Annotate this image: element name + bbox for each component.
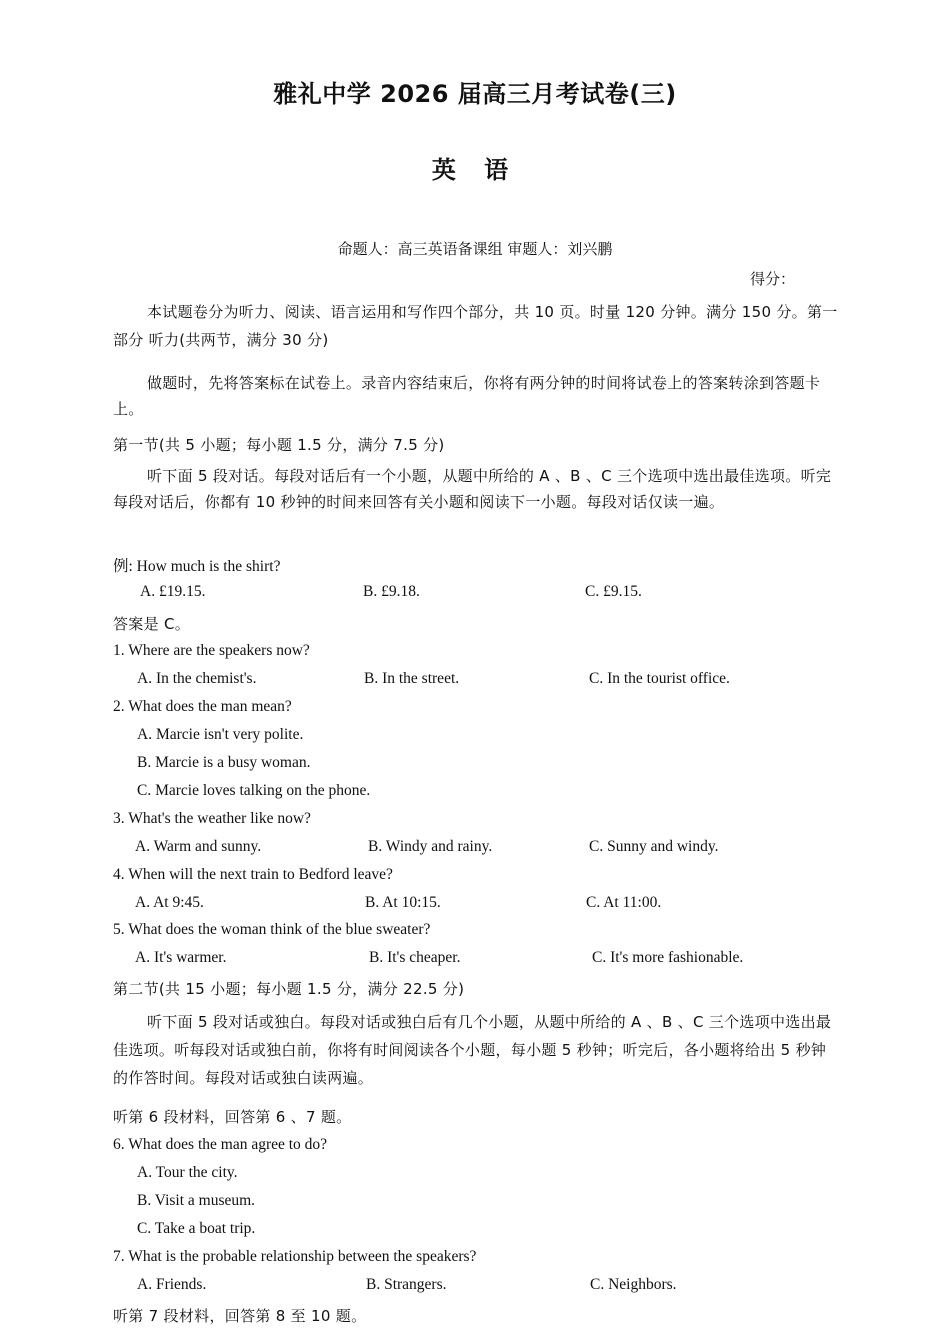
q7-option-a: A. Friends. bbox=[137, 1276, 207, 1293]
question-3: 3. What's the weather like now? bbox=[113, 810, 311, 827]
q7-option-b: B. Strangers. bbox=[366, 1276, 447, 1293]
q7-option-c: C. Neighbors. bbox=[590, 1276, 677, 1293]
q5-option-c: C. It's more fashionable. bbox=[592, 949, 744, 966]
section2-heading: 第二节(共 15 小题；每小题 1.5 分，满分 22.5 分) bbox=[113, 980, 465, 998]
material-7-note: 听第 7 段材料，回答第 8 至 10 题。 bbox=[113, 1307, 367, 1325]
subject-title: 英 语 bbox=[431, 156, 519, 184]
question-2: 2. What does the man mean? bbox=[113, 698, 292, 715]
q1-option-a: A. In the chemist's. bbox=[137, 670, 257, 687]
q6-option-a: A. Tour the city. bbox=[137, 1164, 238, 1181]
example-answer: 答案是 C。 bbox=[113, 615, 191, 633]
q3-option-c: C. Sunny and windy. bbox=[589, 838, 719, 855]
score-label: 得分： bbox=[750, 270, 796, 288]
q2-option-a: A. Marcie isn't very polite. bbox=[137, 726, 304, 743]
intro-paragraph-1: 本试题卷分为听力、阅读、语言运用和写作四个部分，共 10 页。时量 120 分钟。满分 150 分。第一部分 听力(共两节，满分 30 分) bbox=[113, 303, 838, 349]
q1-option-b: B. In the street. bbox=[364, 670, 460, 687]
q1-option-c: C. In the tourist office. bbox=[589, 670, 730, 687]
example-option-a: A. £19.15. bbox=[140, 583, 206, 600]
example-option-c: C. £9.15. bbox=[585, 583, 642, 600]
material-6-note: 听第 6 段材料，回答第 6 、7 题。 bbox=[113, 1108, 352, 1126]
q4-option-c: C. At 11:00. bbox=[586, 894, 662, 911]
q6-option-b: B. Visit a museum. bbox=[137, 1192, 256, 1209]
q6-option-c: C. Take a boat trip. bbox=[137, 1220, 256, 1237]
q4-option-a: A. At 9:45. bbox=[135, 894, 204, 911]
q3-option-a: A. Warm and sunny. bbox=[135, 838, 262, 855]
question-1: 1. Where are the speakers now? bbox=[113, 642, 310, 659]
section2-instructions: 听下面 5 段对话或独白。每段对话或独白后有几个小题，从题中所给的 A 、B 、C 三个选项中选出最佳选项。听每段对话或独白前，你将有时间阅读各个小题，每小题 5 秒钟；听完后，各小题将给出 5 秒钟的作答时间。每段对话或独白读两遍。 bbox=[113, 1013, 832, 1087]
question-5: 5. What does the woman think of the blue sweater? bbox=[113, 921, 431, 938]
q5-option-b: B. It's cheaper. bbox=[369, 949, 461, 966]
q2-option-c: C. Marcie loves talking on the phone. bbox=[137, 782, 371, 799]
question-6: 6. What does the man agree to do? bbox=[113, 1136, 328, 1153]
q2-option-b: B. Marcie is a busy woman. bbox=[137, 754, 311, 771]
question-7: 7. What is the probable relationship between the speakers? bbox=[113, 1248, 477, 1265]
question-4: 4. When will the next train to Bedford leave? bbox=[113, 866, 393, 883]
intro-paragraph-2: 做题时，先将答案标在试卷上。录音内容结束后，你将有两分钟的时间将试卷上的答案转涂到答题卡上。 bbox=[113, 374, 821, 418]
authors-line: 命题人：高三英语备课组 审题人：刘兴鹏 bbox=[337, 240, 613, 258]
example-question: 例: How much is the shirt? bbox=[113, 558, 281, 575]
q3-option-b: B. Windy and rainy. bbox=[368, 838, 493, 855]
q4-option-b: B. At 10:15. bbox=[365, 894, 441, 911]
section1-heading: 第一节(共 5 小题；每小题 1.5 分，满分 7.5 分) bbox=[113, 436, 445, 454]
q5-option-a: A. It's warmer. bbox=[135, 949, 227, 966]
exam-title: 雅礼中学 2026 届高三月考试卷(三) bbox=[273, 80, 677, 108]
section1-instructions: 听下面 5 段对话。每段对话后有一个小题，从题中所给的 A 、B 、C 三个选项中选出最佳选项。听完每段对话后，你都有 10 秒钟的时间来回答有关小题和阅读下一小题。每段对话仅读一遍。 bbox=[113, 467, 832, 511]
example-option-b: B. £9.18. bbox=[363, 583, 420, 600]
